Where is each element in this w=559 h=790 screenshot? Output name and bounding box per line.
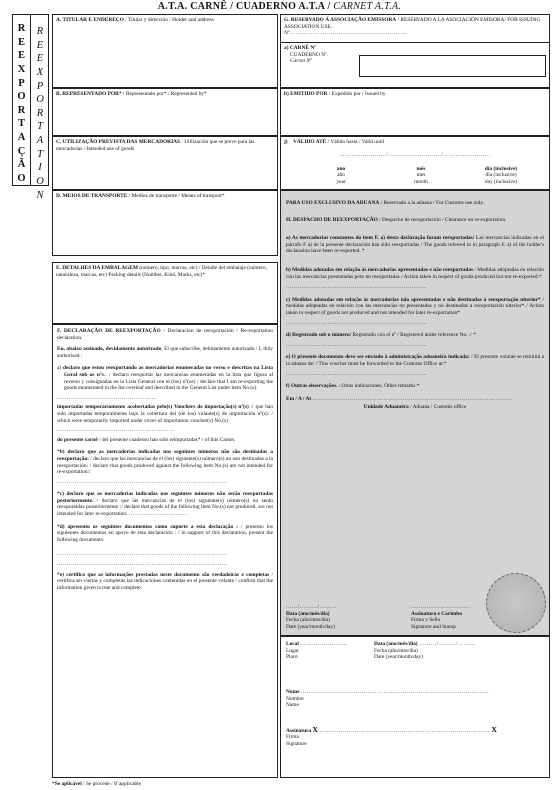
section-d-transport[interactable]: D. MEIOS DE TRANSPORTE / Medios de transporte / Means of transport* (52, 190, 278, 256)
carnet-number-field[interactable] (359, 55, 546, 77)
side-letter: R (17, 23, 26, 34)
month-label: mês mes month (414, 166, 428, 185)
day-label: dia (inclusive) día (inclusive) day (inclusive) (484, 166, 518, 185)
signature-x-mark: X (312, 724, 318, 734)
customs-use-section: PARA USO EXCLUSIVO DA ADUANA / Reservado a la aduana / For Customs use only. H. DESPACHO DE REEXPORTAÇÃO / Despacho de reexportación / Clearance on re-exportation. a) As mercadorias constantes do item F. a) desta declaração foram reexportadas/ Las mercancías indicadas en el párrafo F a) de la presente declaración han sido reexportadas / The goods referred to in paragraph F. a) of the holder's declaration have been re-exported. * b) Medidas adotadas em relação às mercadorias apresentadas e não reexportadas / Medidas adoptadas en relación con las mercancías presentadas pero no reexportadas / Action taken in respect of goods produced but not re-exported.* ……………………………………………………………… c) Medidas adotadas em relação às mercadorias não apresentadas e não destinadas à reexportação ulterior* / medidas adoptadas en relación con las mercancías no presentadas y no destinadas a reexportación ulterior* / Action taken in respect of goods not produced and not intended for later re-exportation* ……………………………………………………………… d) Registrado sob o número/ Registrado con el nº / Registered under reference No. :/ * ……………………………………………………………… e) O presente documento deve ser enviado à administração aduaneira indicada: / El presente volante se remitirá a la aduana de: / This voucher must be forwarded to the Customs Office at:* ……………………………………………………………… f) Outras observações. / Otras indicaciones. Other remarks:* Em / A / At ………………………………………………………………………………………… Unidade Aduaneira / Aduana / Customs office ……/………/……… Data (ano/mês/dia) Fecha (año/mes/día) Date (year/month/day) ………………………… Assinatura e Carimbo Firma y Sello Signature and Stamp (280, 190, 550, 636)
side-letter: T (37, 148, 43, 160)
side-letter: T (37, 121, 43, 133)
side-letter: T (17, 118, 25, 130)
side-letter: P (18, 77, 25, 89)
side-letter: P (36, 80, 44, 92)
side-letter: Ç (17, 145, 26, 157)
side-letter: Ã (17, 159, 26, 171)
side-letter: X (17, 63, 26, 75)
side-letter: O (36, 176, 44, 188)
section-b-represented[interactable]: B. REPRESENTADO POR* / Representado por* / Represented by* (52, 88, 278, 136)
side-letter: E (17, 36, 25, 48)
side-letter: R (36, 107, 44, 119)
holder-signature-section[interactable]: Local …………………… Lugar Place Data (ano/mês/dia) ………/………/……… Fecha (año/mes/día) Date (year/month/day) Nome …………………………………………………………………………………… Nombre Name Assinatura X …………………………………………………………………………… X Firma Signature (280, 636, 550, 778)
section-j-valid-until[interactable]: j) VÁLIDO ATÉ / Válido hasta / Valid until ……………………/………………………/…………………… ano año year mês mes month dia (inclusive) día (inclusive) day (inclusive) (280, 136, 550, 190)
side-label-pt (13, 16, 30, 186)
section-c-intended-use[interactable]: C. UTILIZAÇÃO PREVISTA DAS MERCADORIAS / Utilización que se preve para las mercadorias / Intended use of goods (52, 136, 278, 190)
page-title: A.T.A. CARNÊ / CUADERNO A.T.A / CARNET A.T.A. (157, 1, 402, 12)
side-letter: R (17, 104, 26, 116)
side-label-en (31, 16, 49, 202)
side-letter: R (36, 26, 44, 37)
carnet-number-label: a) CARNÊ Nº (284, 45, 317, 51)
section-f-declaration[interactable]: F. DECLARAÇÃO DE REEXPORTAÇÃO / Declaración de reexportación / Re-exportation declaration. Eu, abaixo assinado, devidamente autorizado, El que subscribe, debidamente autorizado / I, duly authorised : a) declaro que estou reexportando as mercadorias enumeradas no verso e descritas na Lista Geral sob os nºs.: / declaro reexportar las mercancías enumeradas en la lista que figura al reverso y consignadas en la Lista General con el (los) nº(os) / declare that I am re-exporting the goods enumerated in the list overleaf and described in the General List under item No.(s). …………………………………………… importadas temporariamente acobertadas pelo(s) Vouchers de importação(s) nº(s) :/ que han sido importadas temporalmente bajo la cobertura del (de los) volante(s) de importación nº(s): / which were temporarily imported under cover of importation voucher(s) No.(s) …………………………………………………… do presente carnê / del presente cuaderno han sido reimportadas* / of this Carnet. *b) declaro que as mercadorias indicadas nos seguintes números não são destinadas a reexportação: / declaro que las mercancías de el (los) siguiente(s) número(s) no son destinadas a la reexportación: / declare that goods produced against the following item No.(s) are not intended for re-exportation:/ …………………………………………………………………………… *c) declaro que as mercadorias indicadas nos seguintes números não serão reexportadas posteriormente. / declaro que las mercancías de el (los) siguiente(s) número(s) no serán reexportadas posteriormente :/ declare that goods of the following item No.(s) not produced, are not intended for later re-exportation: …………………………… *d) apresento os seguintes documentos como suporte a esta declaração : / presento los siguientes documentos en apoyo de esta declaración : / in support of this declaration, present the following documents: …………………………………………………………………………… …………………………………………………………………………… *e) certifico que as informações prestadas neste documento são verdadeiras e completas / certifica ser ciertas y completas las indicaciones contenidas en el presente volante / confirm that the information given is true and complete. (52, 324, 278, 778)
footnote: *Se aplicável / Se procede / If applicable (52, 781, 142, 787)
section-b-issued-by[interactable]: b) EMITIDO POR / Expedido por / Issued by (280, 88, 550, 136)
side-letter: E (17, 50, 25, 62)
side-letter: A (17, 132, 26, 144)
year-label: ano año year (336, 166, 346, 185)
section-g-association: G. RESERVADO À ASSOCIAÇÃO EMISSORA / RESERVADO A LA ASOCIACIÓN EMISORA/ FOR ISSUING ASSOCIATION USE. Nº…………………………………………………… a) CARNÊ Nº CUADERNO Nº. Carnet Nº (280, 14, 550, 88)
side-letter: I (38, 162, 42, 174)
section-a-holder[interactable]: A. TITULAR E ENDEREÇO / Titular y dirección / Holder and address (52, 14, 278, 88)
side-letter: O (17, 91, 26, 103)
side-letter: E (36, 39, 44, 51)
side-letter: O (36, 94, 44, 106)
side-letter: N (36, 189, 44, 201)
side-letter: E (36, 53, 44, 65)
side-letter: X (36, 66, 44, 78)
side-letter: O (17, 173, 26, 185)
section-e-packing[interactable]: E. DETALHES DA EMBALAGEM (número, tipo, marcas, etc) / Detalle del embalaje (número, naturaleza, marcas, etc) Packing details (Number, Kind, Marks, etc)* (52, 262, 278, 324)
side-letter: A (36, 135, 44, 147)
